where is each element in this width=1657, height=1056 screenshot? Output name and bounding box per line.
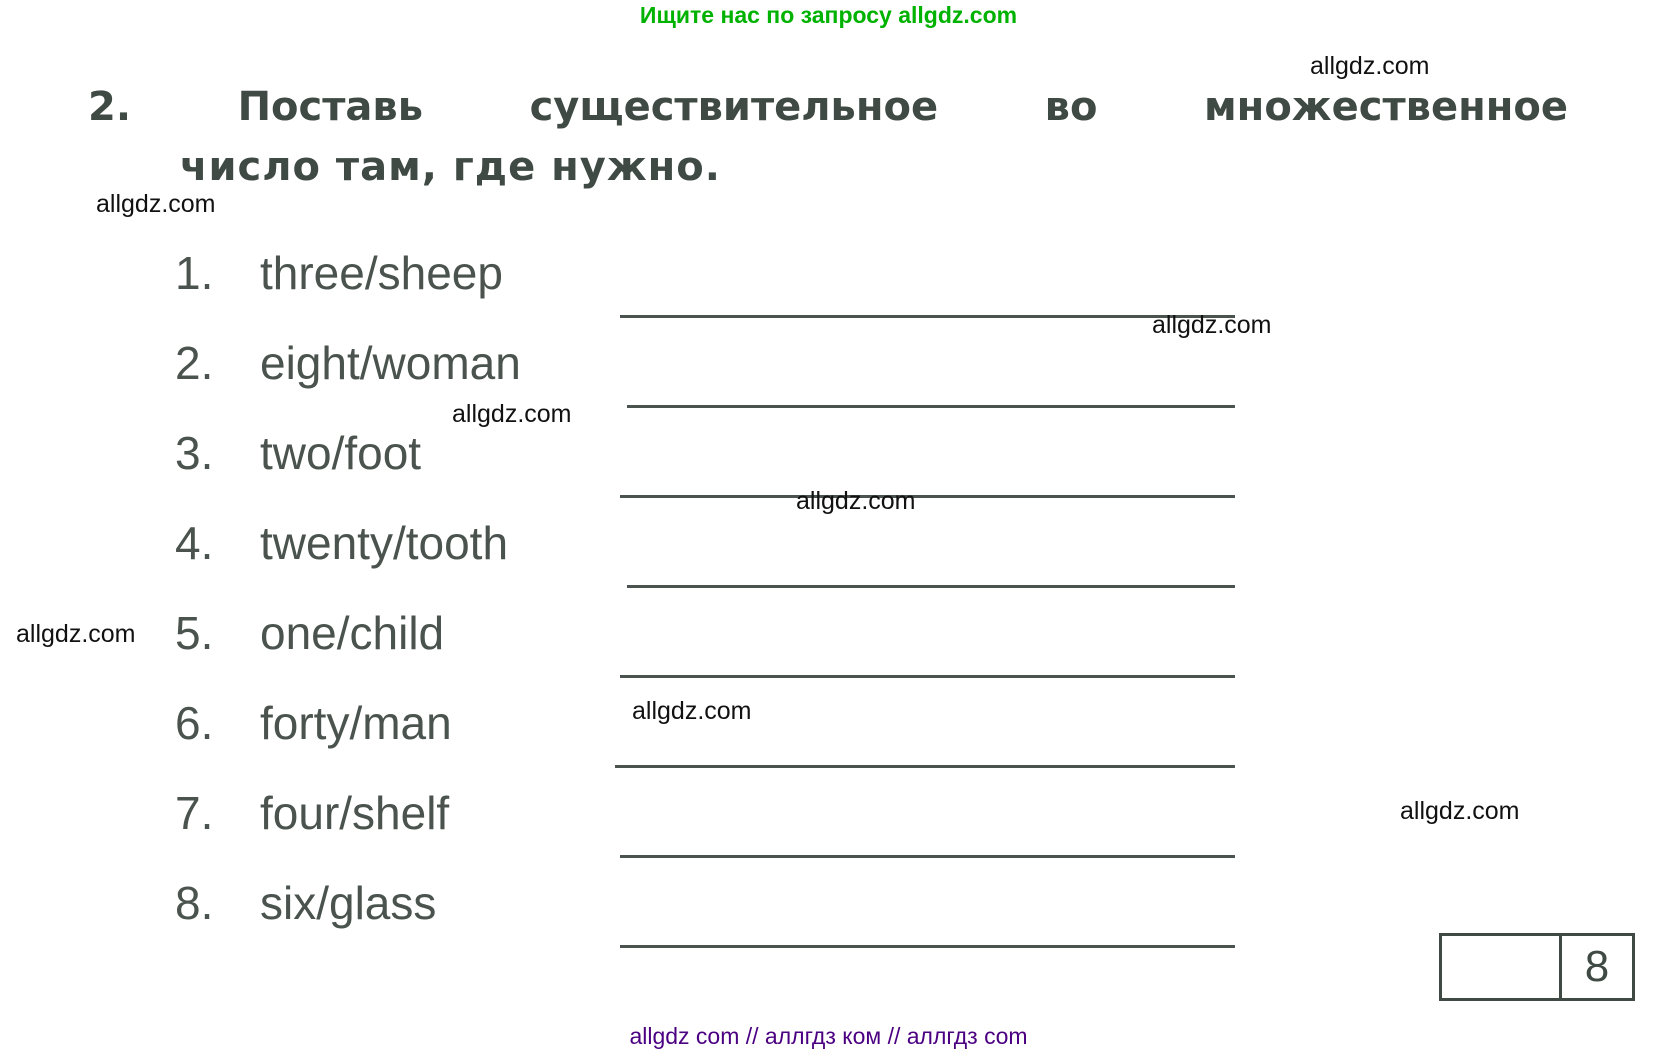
task-word-2: существительное xyxy=(529,84,939,130)
list-item-text: two/foot xyxy=(260,427,422,479)
answer-blank[interactable] xyxy=(627,585,1235,588)
watermark: allgdz.com xyxy=(632,697,752,725)
bottom-banner: allgdz com // аллгдз ком // аллгдз com xyxy=(629,1023,1028,1049)
page-number-box-empty-cell xyxy=(1442,936,1562,998)
list-item-text: forty/man xyxy=(260,697,452,749)
task-heading-line-2: число там, где нужно. xyxy=(180,144,721,190)
list-item-number: 2. xyxy=(175,337,214,389)
watermark: allgdz.com xyxy=(1152,311,1272,339)
list-item-number: 3. xyxy=(175,427,214,479)
watermark: allgdz.com xyxy=(16,620,136,648)
answer-blank[interactable] xyxy=(620,945,1235,948)
task-heading xyxy=(88,78,1568,196)
list-item xyxy=(175,336,1275,426)
answer-blank[interactable] xyxy=(615,765,1235,768)
watermark: allgdz.com xyxy=(1400,797,1520,825)
list-item xyxy=(175,246,1275,336)
answer-blank[interactable] xyxy=(620,495,1235,498)
list-item xyxy=(175,606,1275,696)
task-number: 2. xyxy=(88,84,132,130)
answer-blank[interactable] xyxy=(620,315,1235,318)
task-word-3: во xyxy=(1044,84,1098,130)
list-item-text: one/child xyxy=(260,607,445,659)
list-item-text: six/glass xyxy=(260,877,437,929)
answer-blank[interactable] xyxy=(627,405,1235,408)
list-item-number: 6. xyxy=(175,697,214,749)
watermark: allgdz.com xyxy=(1310,52,1430,80)
watermark: allgdz.com xyxy=(452,400,572,428)
task-word-1: Поставь xyxy=(237,84,424,130)
list-item-number: 7. xyxy=(175,787,214,839)
list-item-number: 4. xyxy=(175,517,214,569)
answer-blank[interactable] xyxy=(620,855,1235,858)
list-item xyxy=(175,876,1275,966)
task-heading-line-1 xyxy=(88,78,1568,136)
list-item xyxy=(175,426,1275,516)
task-word-4: множественное xyxy=(1203,84,1568,130)
list-item-text: eight/woman xyxy=(260,337,521,389)
list-item-text: three/sheep xyxy=(260,247,503,299)
list-item-text: four/shelf xyxy=(260,787,450,839)
list-item xyxy=(175,516,1275,606)
page-number-box xyxy=(1439,933,1635,1001)
list-item-text: twenty/tooth xyxy=(260,517,509,569)
top-banner: Ищите нас по запросу allgdz.com xyxy=(639,2,1018,28)
list-item-number: 1. xyxy=(175,247,214,299)
watermark: allgdz.com xyxy=(96,190,216,218)
exercise-list xyxy=(175,246,1275,966)
list-item xyxy=(175,786,1275,876)
page-number: 8 xyxy=(1584,942,1610,991)
watermark: allgdz.com xyxy=(796,487,916,515)
list-item-number: 8. xyxy=(175,877,214,929)
answer-blank[interactable] xyxy=(620,675,1235,678)
list-item-number: 5. xyxy=(175,607,214,659)
